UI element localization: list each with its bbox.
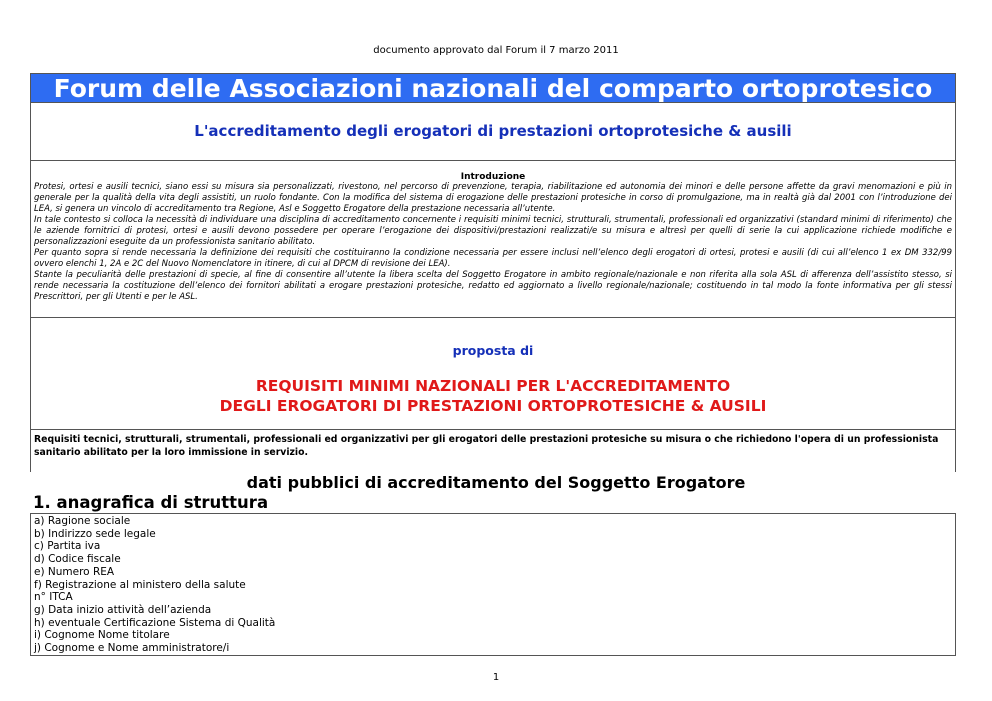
banner-title: Forum delle Associazioni nazionali del comparto ortoprotesico [30,73,956,103]
requirements-title-line: REQUISITI MINIMI NAZIONALI PER L'ACCREDITAMENTO [255,377,731,395]
proposta-label: proposta di [452,343,534,358]
field-item: g) Data inizio attività dell’azienda [34,603,212,616]
proposta-section [30,317,956,429]
technical-requirements-row [30,429,956,472]
field-item: b) Indirizzo sede legale [34,527,156,540]
field-item: n° ITCA [34,591,73,604]
intro-paragraph: Stante la peculiarità delle prestazioni di specie, al fine di consentire all’utente la libera scelta del Soggetto Erogatore in ambito regionale/nazionale e non riferita alla sola ASL di afferenza dell’assistito stesso, si rende necessaria la costituzione dell’elenco dei fornitori abilitati a erogare prestazioni protesiche, redatto ed aggiornato a livello regionale/nazionale; costituendo in tal modo la fonte informativa per gli stessi Prescrittori, per gli Utenti e per le ASL. [34,270,952,302]
section-heading: 1. anagrafica di struttura [33,493,269,512]
requirements-title-line: DEGLI EROGATORI DI PRESTAZIONI ORTOPROTESICHE & AUSILI [219,397,767,415]
field-item: e) Numero REA [34,565,115,578]
field-item: f) Registrazione al ministero della salute [34,578,246,591]
subtitle-row [30,103,956,160]
header-note: documento approvato dal Forum il 7 marzo 2011 [373,45,619,56]
intro-section [30,160,956,317]
intro-paragraph: Per quanto sopra si rende necessaria la definizione dei requisiti che costituiranno la condizione necessaria per essere inclusi nell’elenco degli erogatori di ortesi, protesi e ausili (di cui all’elenco 1 ex DM 332/99 ovvero elenchi 1, 2A e 2C del Nuovo Nomenclatore in itinere, di cui al DPCM di revisione dei LEA). [34,248,952,269]
intro-paragraph: In tale contesto si colloca la necessità di individuare una disciplina di accreditamento concernente i requisiti minimi tecnici, strutturali, strumentali, professionali ed organizzativi (standard minimi di riferimento) che le aziende fornitrici di protesi, ortesi e ausili devono possedere per operare l’erogazione dei dispositivi/prestazioni realizzati/e su misura e altresì per quelli di serie la cui applicazione richiede modifiche e personalizzazioni eseguite da un professionista sanitario abilitato. [34,215,952,247]
intro-heading: Introduzione [460,172,526,182]
field-item: d) Codice fiscale [34,553,121,566]
fields-box [30,513,956,656]
field-item: i) Cognome Nome titolare [34,629,170,642]
page-number: 1 [492,672,500,683]
field-item: j) Cognome e Nome amministratore/i [34,642,230,655]
requirements-title [31,376,955,416]
subtitle: L'accreditamento degli erogatori di prestazioni ortoprotesiche & ausili [194,122,792,140]
technical-requirements-text: Requisiti tecnici, strutturali, strumentali, professionali ed organizzativi per gli erogatori delle prestazioni protesiche su misura o che richiedono l'opera di un professionista sanitario abilitato per la loro immissione in servizio. [34,434,939,458]
fields-list [31,514,955,655]
field-item: h) eventuale Certificazione Sistema di Qualità [34,616,276,629]
field-item: c) Partita iva [34,540,101,553]
intro-body [34,182,952,303]
field-item: a) Ragione sociale [34,515,131,527]
intro-paragraph: Protesi, ortesi e ausili tecnici, siano essi su misura sia personalizzati, rivestono, nel percorso di prevenzione, terapia, riabilitazione ed autonomia dei minori e delle persone affette da gravi menomazioni e più in generale per la qualità della vita degli assistiti, un ruolo fondante. Con la modifica del sistema di erogazione delle prestazioni protesiche in corso di promulgazione, ma in realtà già dal 2001 con l’introduzione dei LEA, si genera un vincolo di accreditamento tra Regione, Asl e Soggetto Erogatore della prestazione necessaria all’utente. [34,182,952,214]
public-data-title: dati pubblici di accreditamento del Soggetto Erogatore [246,473,746,492]
